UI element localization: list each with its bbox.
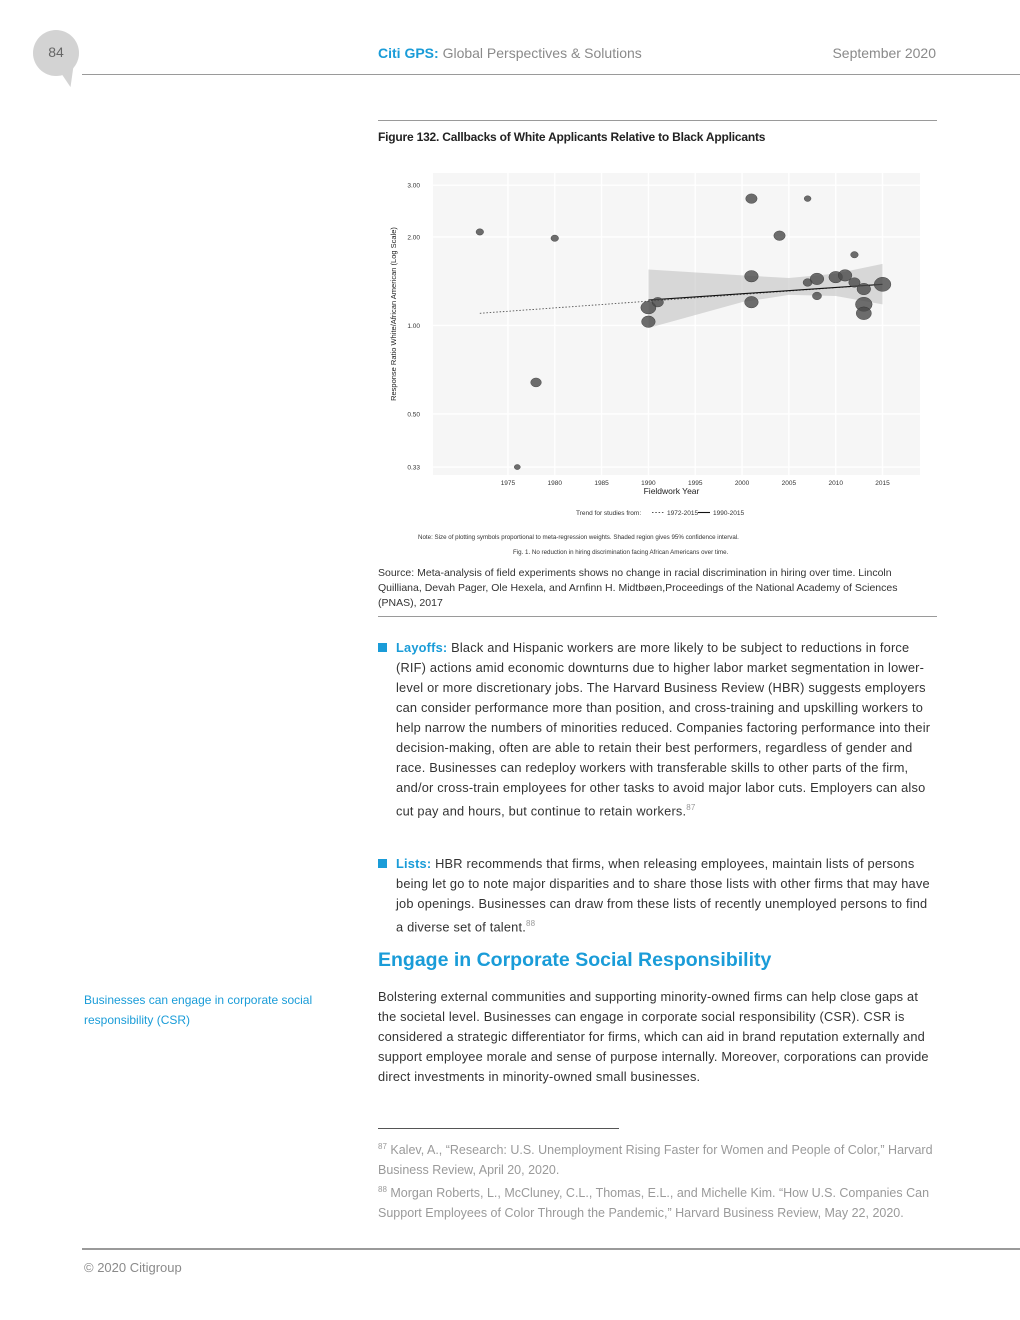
legend-series-a: 1972-2015: [667, 510, 699, 517]
x-tick-label: 1980: [547, 480, 562, 487]
data-point: [804, 196, 811, 202]
brand-name: Citi GPS:: [378, 45, 439, 61]
chart-caption: Fig. 1. No reduction in hiring discrimination facing African Americans over time.: [513, 549, 729, 556]
footnote-number: 88: [378, 1185, 387, 1195]
x-tick-label: 2005: [781, 480, 797, 487]
data-point: [745, 270, 759, 282]
data-point: [514, 464, 520, 469]
y-tick-label: 0.50: [407, 411, 420, 419]
figure-top-divider: [378, 120, 937, 121]
header-subtitle: Global Perspectives & Solutions: [442, 45, 642, 61]
data-point: [774, 231, 785, 241]
header-title: [378, 45, 642, 61]
data-point: [857, 283, 871, 295]
footnote-number: 87: [378, 1142, 387, 1151]
figure-source: Source: Meta-analysis of field experiments shows no change in racial discrimination in hiring over time. Lincoln Quilliana, Devah Pager, Ole Hexela, and Arnfinn H. Midtbøen,Proceedings of the National Academy of Sciences (PNAS), 2017: [378, 567, 898, 609]
plot-background: [433, 173, 920, 475]
section-heading: Engage in Corporate Social Responsibility: [378, 949, 772, 971]
y-tick-label: 3.00: [407, 182, 420, 190]
page-number-badge-tail: [53, 65, 74, 87]
header-date: September 2020: [832, 45, 936, 61]
footer-divider: [82, 1248, 1020, 1250]
scatter-chart: [378, 165, 937, 560]
legend-series-b: 1990-2015: [713, 510, 745, 517]
footer-copyright: © 2020 Citigroup: [84, 1260, 182, 1275]
y-tick-label: 2.00: [407, 234, 420, 242]
footnote-text: Kalev, A., “Research: U.S. Unemployment Rising Faster for Women and People of Color,” Harvard Business Review, April 20, 2020.: [378, 1143, 933, 1178]
figure-bottom-divider: [378, 616, 937, 617]
data-point: [642, 316, 656, 328]
x-tick-label: 1995: [687, 480, 703, 487]
x-tick-label: 2015: [875, 480, 890, 487]
data-point: [745, 296, 759, 308]
bullet-lead: Layoffs:: [396, 640, 448, 655]
section-body: Bolstering external communities and supporting minority-owned firms can help close gaps at the societal level. Businesses can engage in corporate social responsibility (CSR). CSR is considered a strategic differentiator for firms, which can aid in brand reputation externally and support employee morale and sense of purpose internally. Moreover, corporations can provide direct investments in minority-owned small businesses.: [378, 989, 929, 1084]
x-tick-label: 1975: [500, 480, 516, 487]
data-point: [851, 252, 859, 258]
y-tick-label: 0.33: [407, 464, 420, 472]
data-point: [746, 194, 757, 204]
data-point: [531, 378, 542, 387]
page-number: 84: [48, 44, 64, 60]
bullet-body: Black and Hispanic workers are more likely to be subject to reductions in force (RIF) actions amid economic downturns due to higher labor market segmentation in lower-level or more discretionary jobs. The Harvard Business Review (HBR) suggests employers can consider performance more than position, and cross-training and upskilling workers to help narrow the numbers of minorities reduced. Companies factoring performance into their decision-making, often are able to retain their best performers, regardless of gender and race. Businesses can redeploy workers with transferable skills to other parts of the firm, and/or cross-train employees for other tasks to avoid major labor cuts. Employers can also cut pay and hours, but continue to retain workers.: [396, 640, 931, 819]
footnote-87: [378, 1137, 937, 1180]
data-point: [874, 277, 891, 291]
bullet-lead: Lists:: [396, 856, 432, 871]
bullet-text: [396, 854, 934, 937]
data-point: [812, 292, 821, 300]
sidebar-note: Businesses can engage in corporate social responsibility (CSR): [84, 993, 313, 1027]
data-point: [652, 297, 663, 307]
footnote-ref[interactable]: 87: [686, 803, 696, 812]
y-tick-label: 1.00: [407, 322, 420, 330]
data-point: [810, 273, 824, 285]
bullet-square-icon: [378, 859, 387, 868]
footnote-divider: [378, 1128, 619, 1129]
footnotes: [378, 1137, 937, 1223]
data-point: [856, 307, 871, 320]
chart-note: Note: Size of plotting symbols proportional to meta-regression weights. Shaded region gives 95% confidence interval.: [418, 534, 739, 541]
x-tick-label: 1990: [641, 480, 656, 487]
y-axis-label: Response Ratio White/African American (Log Scale): [389, 227, 398, 401]
x-tick-label: 2000: [734, 480, 750, 487]
x-tick-label: 1985: [594, 480, 609, 487]
footnote-ref[interactable]: 88: [526, 919, 536, 928]
bullet-square-icon: [378, 643, 387, 652]
bullet-layoffs: [378, 638, 934, 821]
bullet-lists: [378, 854, 934, 937]
legend-label: Trend for studies from:: [576, 510, 642, 517]
header-divider: [82, 74, 1020, 75]
data-point: [476, 229, 484, 235]
x-axis-label: Fieldwork Year: [643, 486, 700, 496]
x-tick-label: 2010: [828, 480, 843, 487]
footnote-text: Morgan Roberts, L., McCluney, C.L., Thomas, E.L., and Michelle Kim. “How U.S. Companies Can Support Employees of Color Through the Pandemic,” Harvard Business Review, May 22, 2020.: [378, 1186, 930, 1221]
data-point: [551, 235, 559, 241]
bullet-text: [396, 638, 934, 821]
figure-title: Figure 132. Callbacks of White Applicants Relative to Black Applicants: [378, 130, 766, 144]
bullet-body: HBR recommends that firms, when releasing employees, maintain lists of persons being let go to note major disparities and to share those lists with other firms that may have job openings. Businesses can draw from these lists of recently unemployed persons to find a diverse set of talent.: [396, 856, 930, 935]
footnote-88: [378, 1180, 937, 1223]
